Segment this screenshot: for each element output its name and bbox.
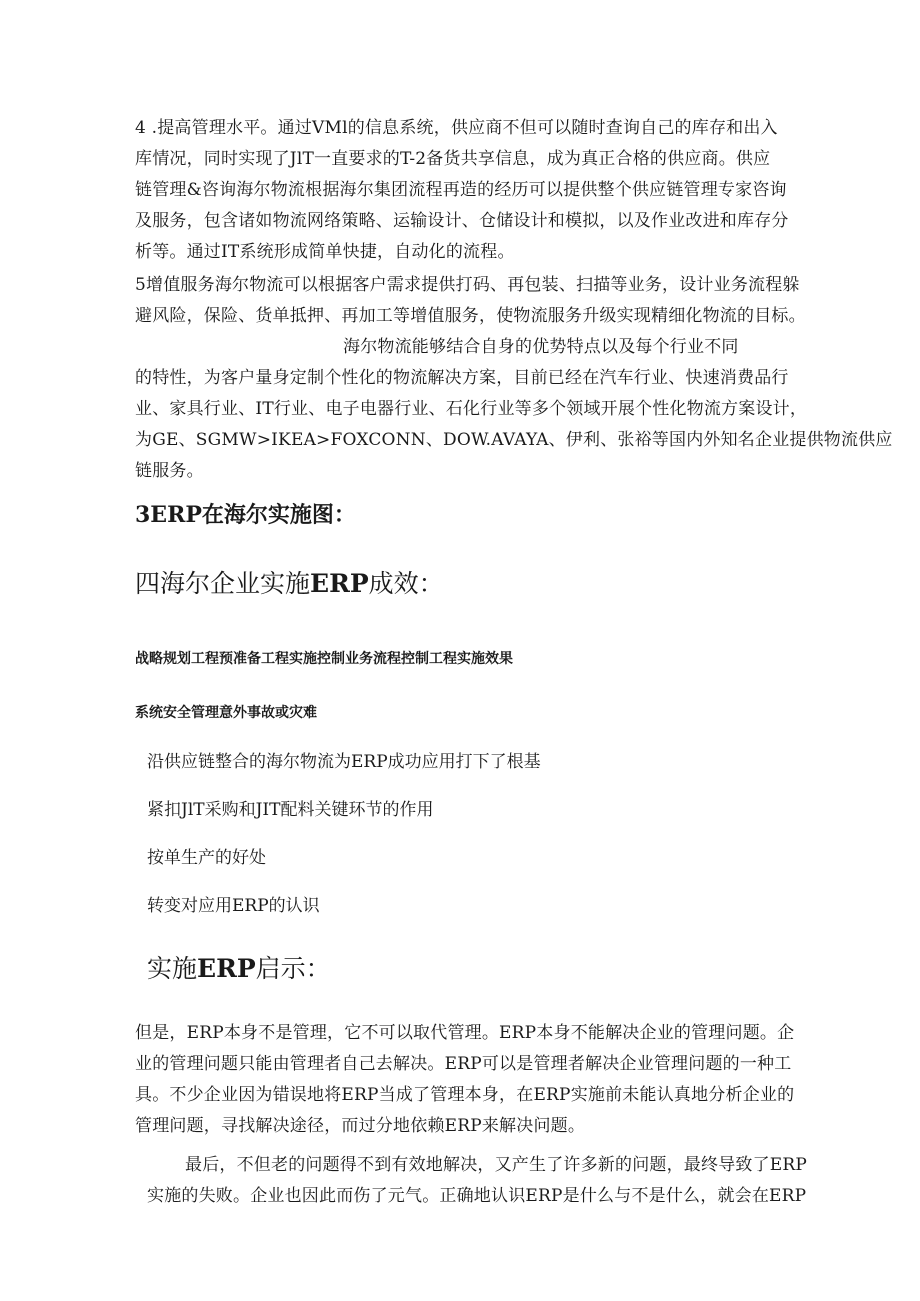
text-line: 4 .提高管理水平。通过VMl的信息系统，供应商不但可以随时查询自己的库存和出入: [135, 118, 778, 138]
text-line: 链服务。: [135, 461, 204, 481]
results-item-text: 沿供应链整合的海尔物流为ERP成功应用打下了根基: [147, 752, 541, 772]
diagram-label-row: [135, 702, 317, 724]
diagram-row-text: 系统安全管理意外事故或灾难: [135, 705, 317, 721]
text-line: 业的管理问题只能由管理者自己去解决。ERP可以是管理者解决企业管理问题的一种工: [135, 1054, 792, 1074]
text-line: 库情况，同时实现了JlT一直要求的T-2备货共享信息，成为真正合格的供应商。供应: [135, 149, 771, 169]
heading-prefix: 四海尔企业实施: [135, 569, 311, 598]
results-item: [147, 796, 433, 824]
paragraph-erp-failure: [147, 1150, 807, 1212]
results-item: [147, 892, 320, 920]
text-line: 5增值服务海尔物流可以根据客户需求提供打码、再包装、扫描等业务，设计业务流程躲: [135, 275, 800, 295]
heading-suffix: 启示：: [255, 954, 331, 983]
text-line: 最后，不但老的问题得不到有效地解决，又产生了许多新的问题，最终导致了ERP: [185, 1155, 808, 1175]
results-item: [147, 748, 541, 776]
paragraph-value-added-services: [135, 270, 893, 487]
text-line: 及服务，包含诸如物流网络策略、运输设计、仓储设计和模拟，以及作业改进和库存分: [135, 211, 789, 231]
results-item-text: 按单生产的好处: [147, 848, 266, 868]
diagram-label-row: [135, 648, 513, 670]
section-heading-erp-results: [135, 567, 444, 601]
heading-bold: ERP: [310, 569, 369, 598]
heading-suffix: 成效：: [368, 569, 444, 598]
heading-text: 3ERP在海尔实施图：: [135, 502, 356, 528]
text-line: 具。不少企业因为错误地将ERP当成了管理本身，在ERP实施前未能认真地分析企业的: [135, 1085, 795, 1105]
text-line: 链管理&咨询海尔物流根据海尔集团流程再造的经历可以提供整个供应链管理专家咨询: [135, 180, 787, 200]
text-line: 但是，ERP本身不是管理，它不可以取代管理。ERP本身不能解决企业的管理问题。企: [135, 1023, 795, 1043]
heading-prefix: 实施: [147, 954, 198, 983]
paragraph-management-level: [135, 113, 789, 268]
section-heading-erp-insight: [147, 952, 331, 986]
text-line: 业、家具行业、IT行业、电子电器行业、石化行业等多个领域开展个性化物流方案设计，: [135, 399, 808, 419]
text-line: 管理问题，寻找解决途径，而过分地依赖ERP来解决问题。: [135, 1116, 586, 1136]
text-line: 实施的失败。企业也因此而伤了元气。正确地认识ERP是什么与不是什么，就会在ERP: [147, 1186, 807, 1206]
heading-bold: ERP: [197, 954, 256, 983]
text-line: 海尔物流能够结合自身的优势特点以及每个行业不同: [343, 337, 739, 357]
text-line: 析等。通过IT系统形成简单快捷，自动化的流程。: [135, 242, 515, 262]
results-item-text: 转变对应用ERP的认识: [147, 896, 320, 916]
text-line: 避风险，保险、货单抵押、再加工等增值服务，使物流服务升级实现精细化物流的目标。: [135, 306, 806, 326]
text-line: 为GE、SGMW>IKEA>FOXCONN、DOW.AVAYA、伊利、张裕等国内外知名企业提供物流供应: [135, 430, 893, 450]
results-item-text: 紧扣JlT采购和JIT配料关键环节的作用: [147, 800, 434, 820]
results-item: [147, 844, 266, 872]
text-line: 的特性，为客户量身定制个性化的物流解决方案，目前已经在汽车行业、快速消费品行: [135, 368, 789, 388]
diagram-row-text: 战略规划工程预准备工程实施控制业务流程控制工程实施效果: [135, 651, 513, 667]
paragraph-erp-not-management: [135, 1018, 794, 1142]
section-heading-erp-diagram: [135, 500, 356, 530]
